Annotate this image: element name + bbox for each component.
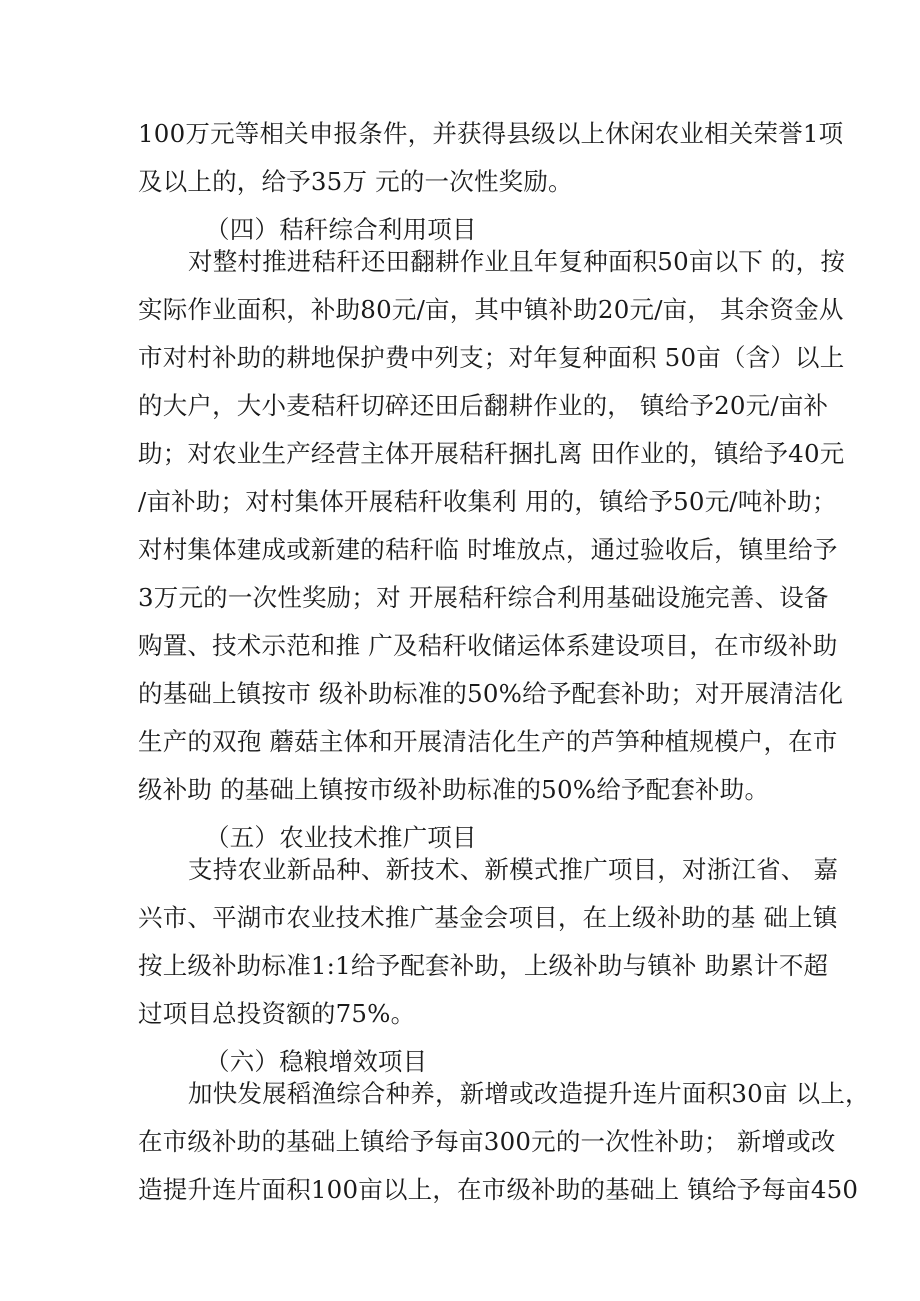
paragraph-line: 生产的双孢 蘑菇主体和开展清洁化生产的芦笋种植规模户，在市	[138, 727, 838, 756]
paragraph-line: 造提升连片面积100亩以上，在市级补助的基础上 镇给予每亩450	[138, 1175, 859, 1204]
paragraph-line: 兴市、平湖市农业技术推广基金会项目，在上级补助的基 础上镇	[138, 903, 838, 932]
paragraph-line: 过项目总投资额的75%。	[138, 999, 416, 1028]
paragraph-line: /亩补助；对村集体开展秸秆收集利 用的，镇给予50元/吨补助；	[138, 487, 837, 516]
paragraph-line: 100万元等相关申报条件，并获得县级以上休闲农业相关荣誉1项	[138, 119, 844, 148]
section-heading-6: （六）稳粮增效项目	[205, 1047, 428, 1076]
paragraph-line: 对整村推进秸秆还田翻耕作业且年复种面积50亩以下 的，按	[188, 247, 846, 276]
paragraph-line: 对村集体建成或新建的秸秆临 时堆放点，通过验收后，镇里给予	[138, 535, 838, 564]
paragraph-line: 级补助 的基础上镇按市级补助标准的50%给予配套补助。	[138, 775, 770, 804]
paragraph-line: 按上级补助标准1:1给予配套补助，上级补助与镇补 助累计不超	[138, 951, 829, 980]
section-heading-5: （五）农业技术推广项目	[205, 823, 477, 852]
paragraph-line: 的大户，大小麦秸秆切碎还田后翻耕作业的， 镇给予20元/亩补	[138, 391, 829, 420]
paragraph-line: 支持农业新品种、新技术、新模式推广项目，对浙江省、 嘉	[188, 855, 839, 884]
paragraph-line: 的基础上镇按市 级补助标准的50%给予配套补助；对开展清洁化	[138, 679, 844, 708]
paragraph-line: 在市级补助的基础上镇给予每亩300元的一次性补助； 新增或改	[138, 1127, 836, 1156]
paragraph-line: 加快发展稻渔综合种养，新增或改造提升连片面积30亩 以上，	[188, 1079, 870, 1108]
paragraph-line: 市对村补助的耕地保护费中列支；对年复种面积 50亩（含）以上	[138, 343, 845, 372]
paragraph-line: 3万元的一次性奖励；对 开展秸秆综合利用基础设施完善、设备	[138, 583, 829, 612]
paragraph-line: 助；对农业生产经营主体开展秸秆捆扎离 田作业的，镇给予40元	[138, 439, 845, 468]
paragraph-line: 及以上的，给予35万 元的一次性奖励。	[138, 167, 573, 196]
paragraph-line: 购置、技术示范和推 广及秸秆收储运体系建设项目，在市级补助	[138, 631, 838, 660]
paragraph-line: 实际作业面积，补助80元/亩，其中镇补助20元/亩， 其余资金从	[138, 295, 844, 324]
section-heading-4: （四）秸秆综合利用项目	[205, 215, 477, 244]
